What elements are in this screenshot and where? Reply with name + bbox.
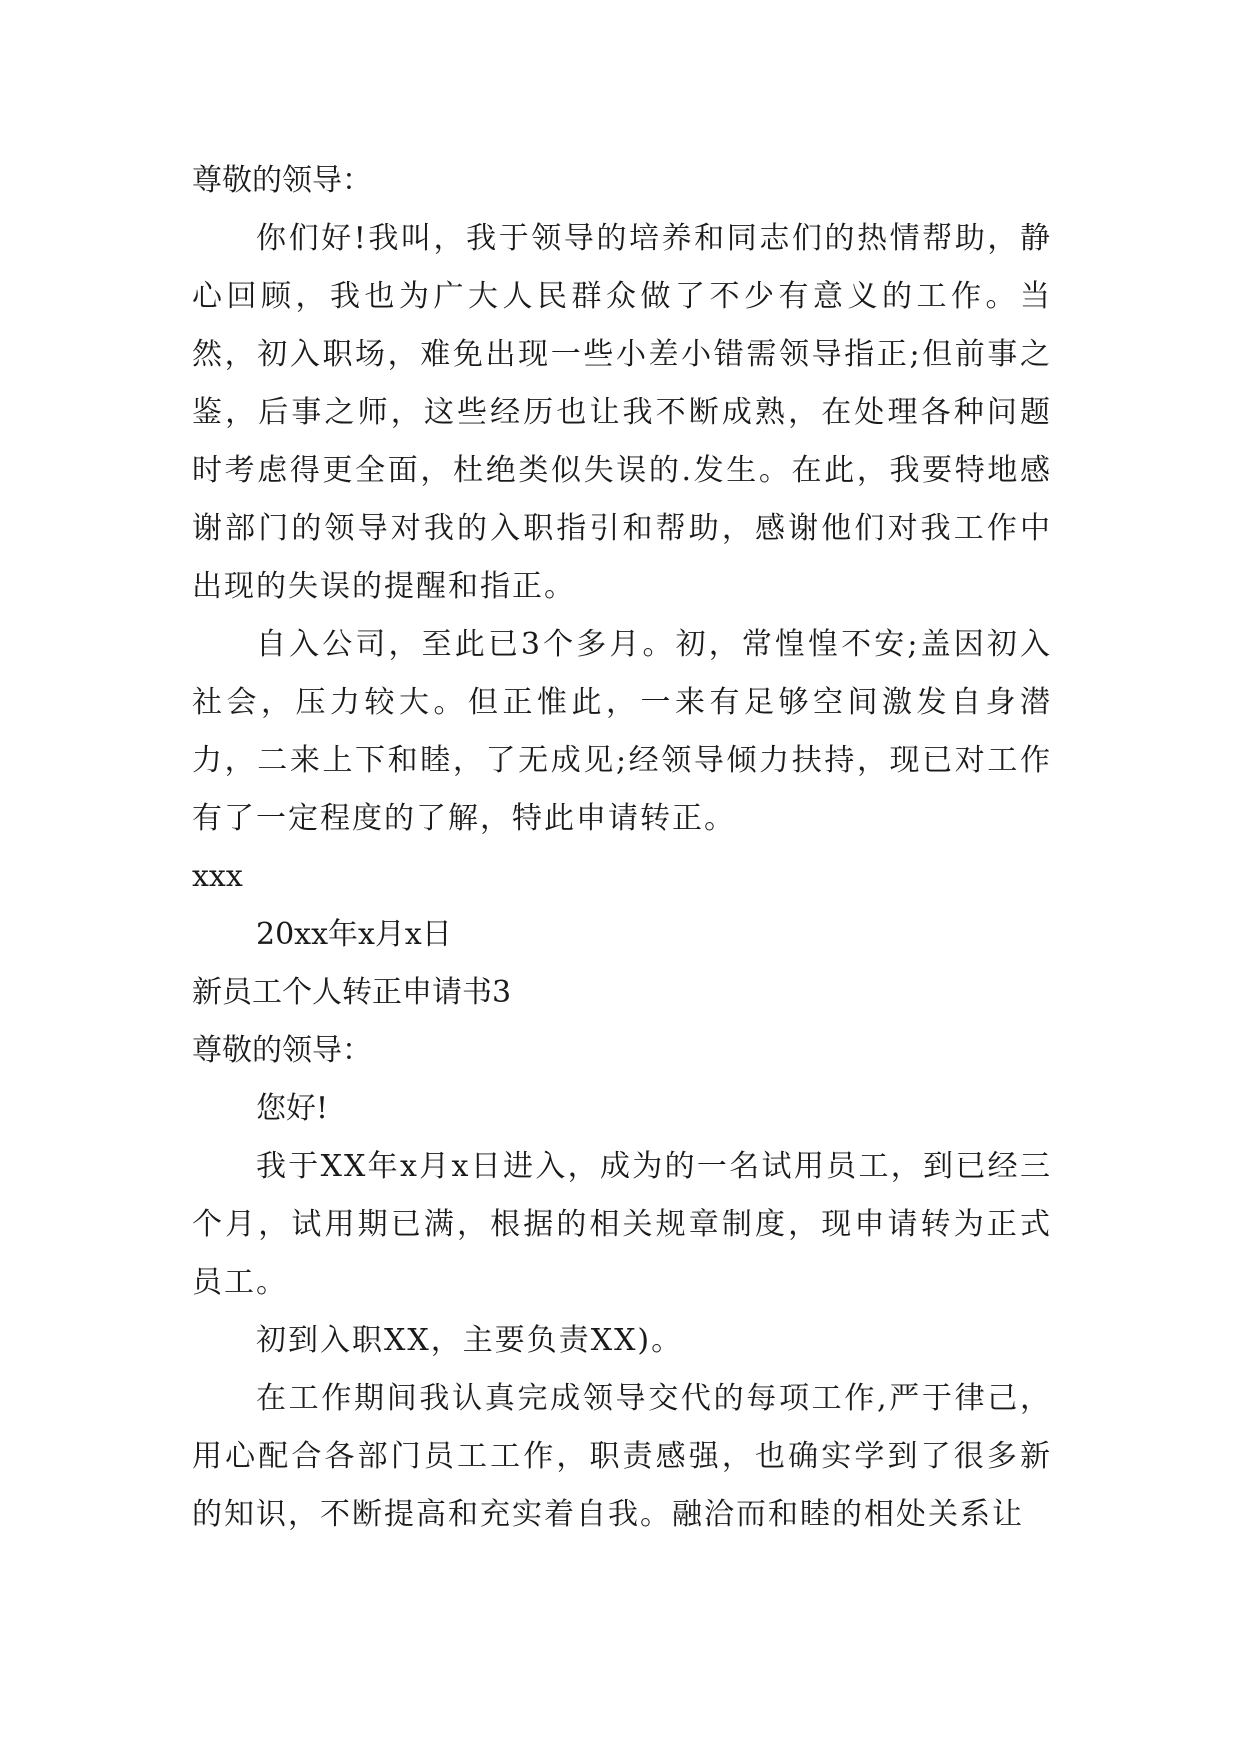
paragraph: 初到入职XX，主要负责XX)。 [256, 1323, 684, 1358]
salutation: 尊敬的领导： [192, 163, 372, 198]
paragraph: 自入公司，至此已3个多月。初，常惶惶不安;盖因初入社会，压力较大。但正惟此，一来有足够空间激发自身潜力，二来上下和睦，了无成见;经领导倾力扶持，现已对工作有了一定程度的了解，特此申请转正。 [192, 627, 1052, 836]
paragraph: 在工作期间我认真完成领导交代的每项工作,严于律己，用心配合各部门员工工作，职责感强，也确实学到了很多新的知识，不断提高和充实着自我。融洽而和睦的相处关系让 [192, 1381, 1052, 1532]
greeting: 您好! [256, 1091, 329, 1126]
paragraph: 你们好!我叫，我于领导的培养和同志们的热情帮助，静心回顾，我也为广大人民群众做了不少有意义的工作。当然，初入职场，难免出现一些小差小错需领导指正;但前事之鉴，后事之师，这些经历也让我不断成熟，在处理各种问题时考虑得更全面，杜绝类似失误的.发生。在此，我要特地感谢部门的领导对我的入职指引和帮助，感谢他们对我工作中出现的失误的提醒和指正。 [192, 221, 1052, 604]
section-title: 新员工个人转正申请书3 [192, 975, 512, 1010]
date: 20xx年x月x日 [256, 917, 452, 952]
signature: xxx [192, 859, 243, 894]
salutation: 尊敬的领导： [192, 1033, 372, 1068]
paragraph: 我于XX年x月x日进入，成为的一名试用员工，到已经三个月，试用期已满，根据的相关规章制度，现申请转为正式员工。 [192, 1149, 1052, 1300]
document-body [192, 152, 1052, 1544]
